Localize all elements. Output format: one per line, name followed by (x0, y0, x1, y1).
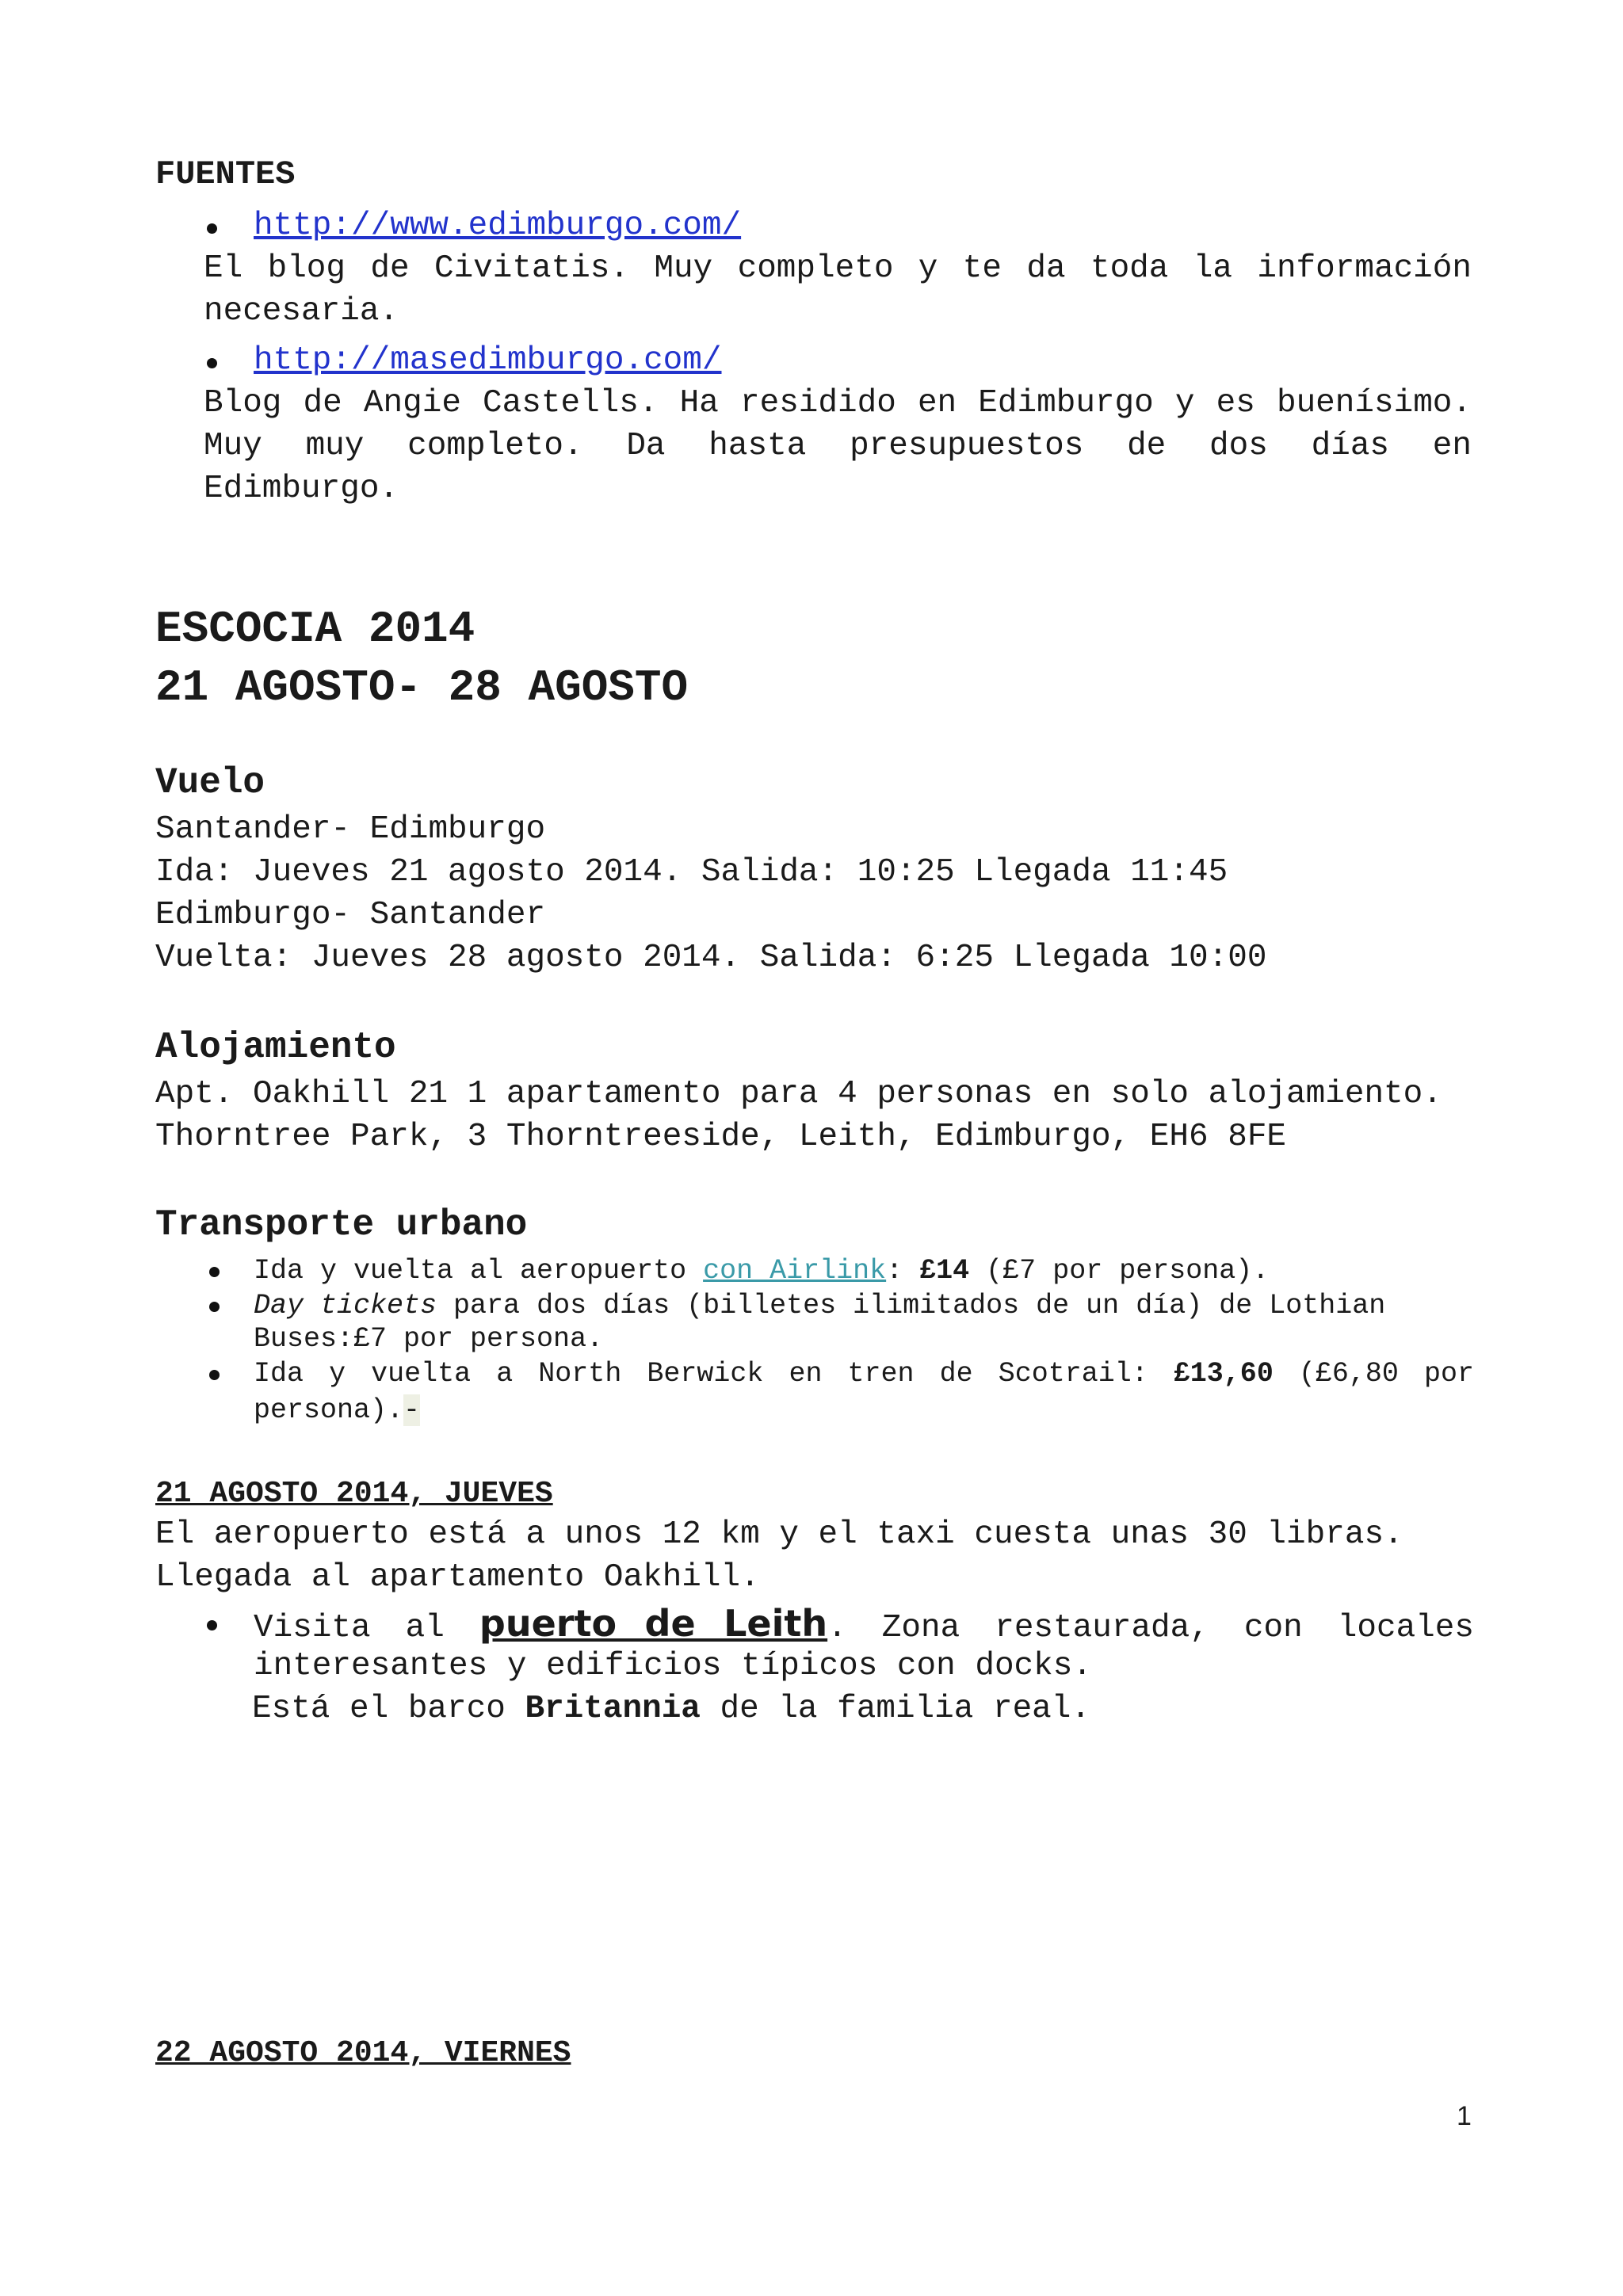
source-desc-line: necesaria. (204, 293, 399, 330)
day1-bullet-text: . Zona restaurada, con locales (827, 1610, 1474, 1646)
source-desc-line: El blog de Civitatis. Muy completo y te da toda la información (204, 250, 1472, 287)
alojamiento-heading: Alojamiento (155, 1027, 396, 1068)
britannia-label: Britannia (525, 1691, 701, 1727)
page-number: 1 (1457, 2101, 1472, 2131)
transporte-item-text: (£7 por persona). (969, 1255, 1270, 1287)
vuelo-line: Edimburgo- Santander (155, 897, 546, 933)
transporte-item-text: Ida y vuelta a North Berwick en tren de Scotrail: (254, 1358, 1174, 1390)
day1-heading: 21 AGOSTO 2014, JUEVES (155, 1477, 553, 1511)
vuelo-line: Santander- Edimburgo (155, 811, 546, 848)
source-link-edimburgo[interactable]: http://www.edimburgo.com/ (254, 208, 742, 244)
trip-dates: 21 AGOSTO- 28 AGOSTO (155, 662, 689, 713)
trip-title: ESCOCIA 2014 (155, 604, 475, 654)
bullet-icon (209, 1302, 220, 1312)
day1-bullet (254, 1602, 1474, 1646)
transporte-item-text: Ida y vuelta al aeropuerto (254, 1255, 704, 1287)
vuelo-heading: Vuelo (155, 762, 265, 803)
bullet-icon (207, 223, 217, 234)
source-desc-line: Blog de Angie Castells. Ha residido en Edimburgo y es buenísimo. (204, 385, 1472, 421)
source-link-masedimburgo[interactable]: http://masedimburgo.com/ (254, 342, 722, 379)
transporte-item-text: Buses:£7 por persona. (254, 1323, 604, 1355)
bullet-icon (207, 1620, 217, 1630)
day1-line: El aeropuerto está a unos 12 km y el taxi cuesta unas 30 libras. (155, 1516, 1403, 1553)
vuelo-line: Ida: Jueves 21 agosto 2014. Salida: 10:25 Llegada 11:45 (155, 854, 1228, 891)
day1-line: Llegada al apartamento Oakhill. (155, 1559, 760, 1596)
transporte-item-text: para dos días (billetes ilimitados de un día) de Lothian (437, 1290, 1386, 1322)
scotrail-price: £13,60 (1173, 1358, 1274, 1390)
day1-bullet-text: Está el barco (252, 1691, 525, 1727)
airlink-price: £14 (919, 1255, 970, 1287)
puerto-de-leith-label: puerto de Leith (479, 1602, 828, 1645)
airlink-link[interactable]: con Airlink (703, 1255, 887, 1287)
day1-bullet-line: interesantes y edificios típicos con docks. (254, 1648, 1092, 1684)
fuentes-heading: FUENTES (155, 155, 296, 193)
transporte-item-text: persona). (254, 1394, 404, 1426)
alojamiento-line: Apt. Oakhill 21 1 apartamento para 4 personas en solo alojamiento. (155, 1076, 1442, 1112)
vuelo-line: Vuelta: Jueves 28 agosto 2014. Salida: 6:25 Llegada 10:00 (155, 940, 1267, 976)
transporte-item-scotrail (254, 1358, 1474, 1390)
day1-bullet-text: de la familia real. (700, 1691, 1090, 1727)
bullet-icon (209, 1267, 220, 1277)
day-tickets-label: Day tickets (254, 1290, 437, 1322)
bullet-icon (209, 1370, 220, 1380)
transporte-item-text: (£6,80 por (1273, 1358, 1474, 1390)
source-desc-line: Edimburgo. (204, 471, 399, 507)
highlight-mark: - (403, 1394, 421, 1426)
transporte-heading: Transporte urbano (155, 1204, 528, 1245)
day2-heading: 22 AGOSTO 2014, VIERNES (155, 2036, 571, 2070)
source-desc-line: Muy muy completo. Da hasta presupuestos de dos días en (204, 428, 1472, 464)
transporte-item-day-tickets (254, 1290, 1385, 1322)
alojamiento-line: Thorntree Park, 3 Thorntreeside, Leith, Edimburgo, EH6 8FE (155, 1119, 1287, 1155)
transporte-item-line (254, 1394, 420, 1426)
bullet-icon (207, 358, 217, 368)
transporte-item-text: : (886, 1255, 920, 1287)
day1-bullet-text: Visita al (254, 1610, 445, 1646)
day1-bullet-line (252, 1691, 1090, 1727)
transporte-item-airlink (254, 1255, 1269, 1287)
